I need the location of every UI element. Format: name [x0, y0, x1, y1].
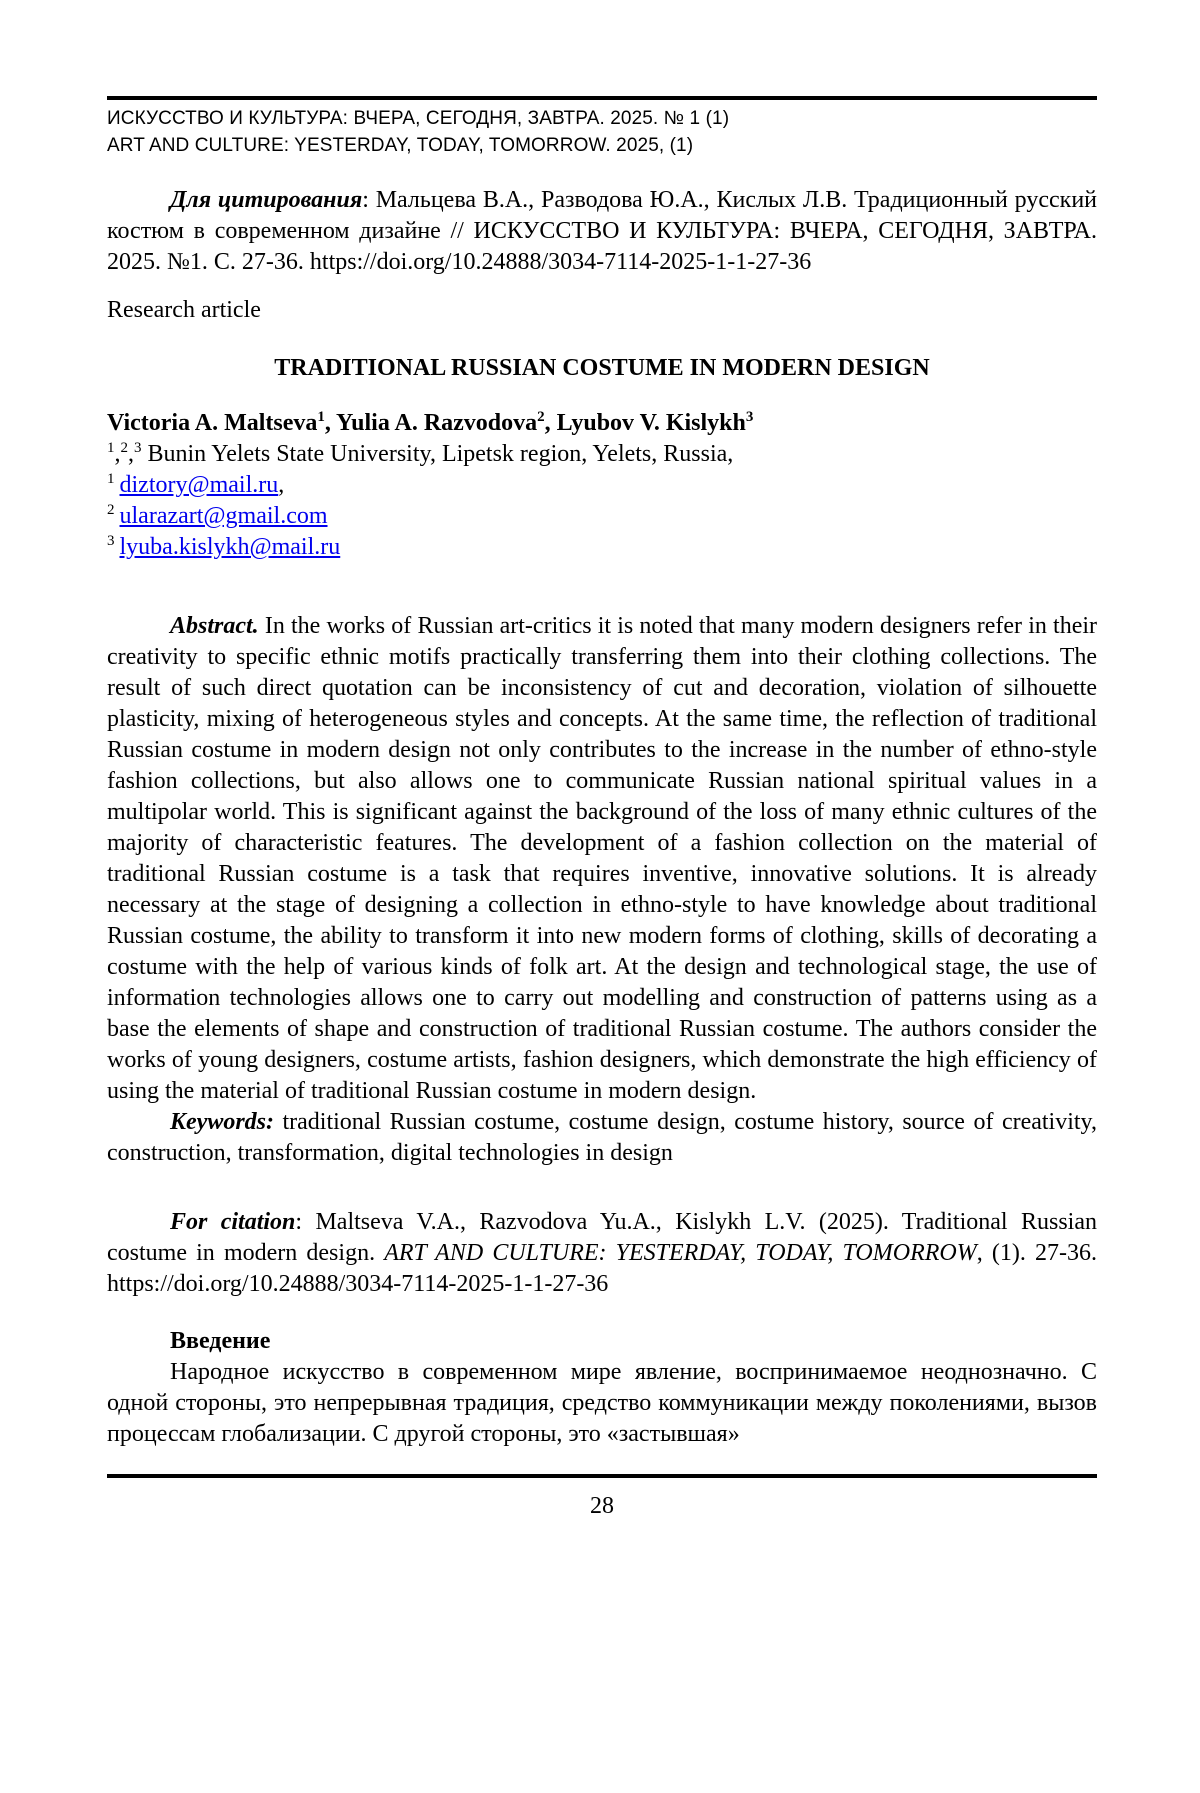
- author-name: Lyubov V. Kislykh: [556, 410, 746, 436]
- email-link[interactable]: lyuba.kislykh@mail.ru: [119, 534, 341, 560]
- citation-ru-label: Для цитирования: [170, 187, 363, 213]
- email-affiliation-mark: 3: [107, 533, 115, 549]
- bottom-rule: [107, 1474, 1097, 1478]
- author-affiliation-mark: 1: [317, 409, 325, 425]
- citation-ru-text: : Мальцева В.А., Разводова Ю.А., Кислых Л.В. Традиционный русский костюм в современном дизайне // ИСКУССТВО И КУЛЬТУРА: ВЧЕРА, СЕГОДНЯ, ЗАВТРА. 2025. №1. С. 27-36. https://doi.org/10.24888/3034-7114-2025-1-1-27-36: [107, 187, 1097, 275]
- email-affiliation-mark: 2: [107, 502, 115, 518]
- author-email-line: [107, 470, 1097, 501]
- email-link[interactable]: ularazart@gmail.com: [119, 503, 328, 529]
- journal-title-en: ART AND CULTURE: YESTERDAY, TODAY, TOMORROW. 2025, (1): [107, 135, 694, 156]
- email-trailing: ,: [278, 472, 285, 498]
- author-affiliation-mark: 3: [745, 409, 754, 425]
- abstract-paragraph: [107, 611, 1097, 1107]
- citation-en-text: : Maltseva V.A., Razvodova Yu.A., Kislykh L.V. (2025). Traditional Russian costume in modern design.: [107, 1209, 1097, 1266]
- affiliation-comma: ,: [128, 441, 134, 467]
- citation-en-paragraph: [107, 1207, 1097, 1300]
- journal-header: [107, 105, 1097, 159]
- page-number: 28: [590, 1493, 614, 1519]
- author-email-line: [107, 532, 1097, 563]
- article-type-label: Research article: [107, 297, 261, 323]
- authors-line: [107, 408, 1097, 439]
- affiliation-line: [107, 439, 1097, 470]
- affiliation-mark: 1: [107, 440, 115, 456]
- keywords-label: Keywords:: [170, 1109, 274, 1135]
- affiliation-text: Bunin Yelets State University, Lipetsk region, Yelets, Russia,: [141, 441, 734, 467]
- journal-title-ru: ИСКУССТВО И КУЛЬТУРА: ВЧЕРА, СЕГОДНЯ, ЗАВТРА. 2025. № 1 (1): [107, 108, 730, 129]
- citation-en-journal-title: ART AND CULTURE: YESTERDAY, TODAY, TOMORROW: [384, 1240, 977, 1266]
- article-page: [0, 96, 1200, 1793]
- top-rule: [107, 96, 1097, 100]
- author-name: Victoria A. Maltseva: [107, 410, 318, 436]
- author-affiliation-mark: 2: [537, 409, 545, 425]
- affiliation-mark: 3: [134, 440, 142, 456]
- citation-en-label: For citation: [170, 1209, 296, 1235]
- author-name: Yulia A. Razvodova: [336, 410, 538, 436]
- introduction-paragraph: Народное искусство в современном мире явление, воспринимаемое неоднозначно. С одной стороны, это непрерывная традиция, средство коммуникации между поколениями, вызов процессам глобализации. С другой стороны, это «застывшая»: [107, 1359, 1097, 1447]
- citation-en-rest: , (1). 27-36. https://doi.org/10.24888/3034-7114-2025-1-1-27-36: [107, 1240, 1098, 1297]
- citation-ru-paragraph: [107, 185, 1097, 278]
- introduction-heading: Введение: [170, 1328, 271, 1354]
- email-affiliation-mark: 1: [107, 471, 115, 487]
- abstract-text: In the works of Russian art-critics it is noted that many modern designers refer in their creativity to specific ethnic motifs practically transferring them into their clothing collections. The result of such direct quotation can be inconsistency of cut and decoration, violation of silhouette plasticity, mixing of heterogeneous styles and concepts. At the same time, the reflection of traditional Russian costume in modern design not only contributes to the increase in the number of ethno-style fashion collections, but also allows one to communicate Russian national spiritual values in a multipolar world. This is significant against the background of the loss of many ethnic cultures of the majority of characteristic features. The development of a fashion collection on the material of traditional Russian costume is a task that requires inventive, innovative solutions. It is already necessary at the stage of designing a collection in ethno-style to have knowledge about traditional Russian costume, the ability to transform it into new modern forms of clothing, skills of decorating a costume with the help of various kinds of folk art. At the design and technological stage, the use of information technologies allows one to carry out modelling and construction of patterns using as a base the elements of shape and construction of traditional Russian costume. The authors consider the works of young designers, costume artists, fashion designers, which demonstrate the high efficiency of using the material of traditional Russian costume in modern design.: [107, 613, 1097, 1104]
- keywords-text: traditional Russian costume, costume design, costume history, source of creativity, construction, transformation, digital technologies in design: [107, 1109, 1097, 1166]
- page-footer: [107, 1491, 1097, 1522]
- author-separator: ,: [324, 410, 336, 436]
- affiliation-comma: ,: [114, 441, 121, 467]
- email-link[interactable]: diztory@mail.ru: [119, 472, 279, 498]
- author-email-line: [107, 501, 1097, 532]
- text-block: [107, 96, 1097, 1522]
- article-title: TRADITIONAL RUSSIAN COSTUME IN MODERN DESIGN: [274, 355, 930, 381]
- author-separator: ,: [544, 410, 557, 436]
- affiliation-mark: 2: [120, 440, 128, 456]
- abstract-label: Abstract.: [170, 613, 259, 639]
- keywords-paragraph: [107, 1107, 1097, 1169]
